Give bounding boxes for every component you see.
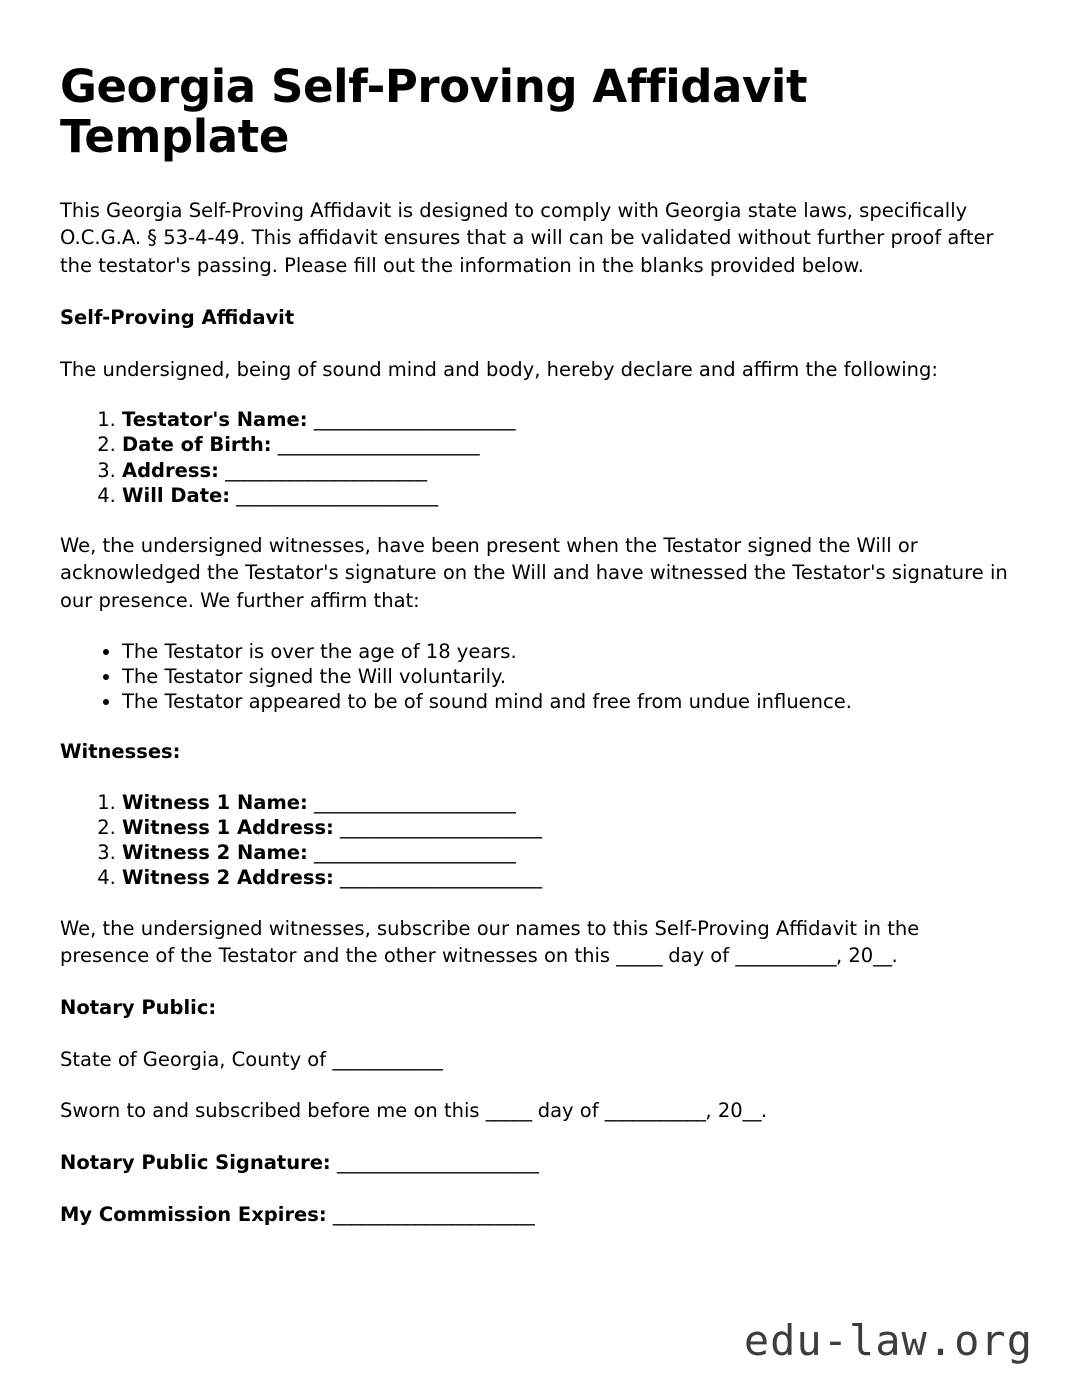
subscription-paragraph	[60, 915, 1011, 970]
list-item	[122, 840, 1011, 865]
notary-state-prefix: State of Georgia, County of	[60, 1047, 333, 1071]
intro-paragraph: This Georgia Self-Proving Affidavit is designed to comply with Georgia state laws, specifically O.C.G.A. § 53-4-49. This affidavit ensures that a will can be validated without further proof after the testator's passing. Please fill out the information in the blanks provided below.	[60, 198, 994, 278]
notary-state-line	[60, 1046, 1011, 1074]
fill-in-blank[interactable]: ______________________	[314, 790, 516, 814]
field-label: Witness 2 Name:	[122, 841, 308, 865]
field-label: Testator's Name:	[122, 408, 308, 432]
subscription-text-part-4: .	[891, 944, 898, 968]
site-watermark: edu-law.org	[743, 1316, 1033, 1365]
subscription-text-part-2: day of	[662, 944, 736, 968]
county-blank[interactable]: ____________	[332, 1047, 443, 1071]
list-item	[122, 790, 1011, 815]
subscription-text-part-1: We, the undersigned witnesses, subscribe our names to this Self-Proving Affidavit in the presence of the Testator and the other witnesses on this	[60, 916, 920, 968]
list-item: • The Testator signed the Will voluntarily.	[122, 664, 1011, 689]
sworn-text-part-3: , 20	[705, 1099, 743, 1123]
list-item: • The Testator is over the age of 18 years.	[122, 639, 1011, 664]
section-heading-notary-public: Notary Public:	[60, 995, 217, 1019]
fill-in-blank[interactable]: ______________________	[340, 866, 542, 890]
section-heading-self-proving-affidavit: Self-Proving Affidavit	[60, 305, 295, 329]
day-blank[interactable]: _____	[616, 944, 663, 968]
sworn-text-part-4: .	[760, 1099, 768, 1123]
list-item	[122, 407, 1011, 432]
declaration-intro-paragraph: The undersigned, being of sound mind and body, hereby declare and affirm the following:	[60, 357, 938, 381]
witness-statement-paragraph: We, the undersigned witnesses, have been present when the Testator signed the Will or acknowledged the Testator's signature on the Will and have witnessed the Testator's signature in our presence. We further affirm that:	[60, 533, 1008, 613]
fill-in-blank[interactable]: ______________________	[225, 458, 427, 482]
subscription-text-part-3: , 20	[835, 944, 874, 968]
list-item	[122, 815, 1011, 840]
affirmations-list	[60, 639, 1011, 714]
sworn-text-part-2: day of	[531, 1099, 605, 1123]
fill-in-blank[interactable]: ______________________	[340, 816, 542, 840]
commission-expires-line	[60, 1201, 1011, 1229]
field-label: Witness 2 Address:	[122, 866, 334, 890]
field-label: Address:	[122, 458, 219, 482]
sworn-text-part-1: Sworn to and subscribed before me on this	[60, 1099, 486, 1123]
field-label: Will Date:	[122, 483, 231, 507]
field-label: Notary Public Signature:	[60, 1150, 331, 1174]
page-title: Georgia Self-Proving Affidavit Template	[60, 60, 808, 164]
witness-fields-list	[60, 790, 1011, 891]
day-blank[interactable]: _____	[485, 1099, 532, 1123]
list-item	[122, 458, 1011, 483]
list-item	[122, 432, 1011, 457]
field-label: Date of Birth:	[122, 433, 272, 457]
testator-fields-list	[60, 407, 1011, 508]
field-label: Witness 1 Address:	[122, 816, 334, 840]
list-item	[122, 865, 1011, 890]
year-blank[interactable]: __	[873, 944, 892, 968]
fill-in-blank[interactable]: ______________________	[236, 483, 438, 507]
month-blank[interactable]: ___________	[604, 1099, 706, 1123]
fill-in-blank[interactable]: ______________________	[314, 841, 516, 865]
section-heading-witnesses: Witnesses:	[60, 740, 181, 764]
field-label: Witness 1 Name:	[122, 790, 308, 814]
fill-in-blank[interactable]: ______________________	[336, 1150, 539, 1174]
fill-in-blank[interactable]: ______________________	[277, 433, 480, 457]
field-label: My Commission Expires:	[60, 1202, 327, 1226]
sworn-line	[60, 1097, 1011, 1125]
fill-in-blank[interactable]: ______________________	[332, 1202, 535, 1226]
year-blank[interactable]: __	[742, 1099, 761, 1123]
list-item: • The Testator appeared to be of sound mind and free from undue influence.	[122, 689, 1011, 714]
list-item	[122, 483, 1011, 508]
fill-in-blank[interactable]: ______________________	[313, 408, 516, 432]
notary-signature-line	[60, 1149, 1011, 1177]
month-blank[interactable]: ___________	[735, 944, 836, 968]
